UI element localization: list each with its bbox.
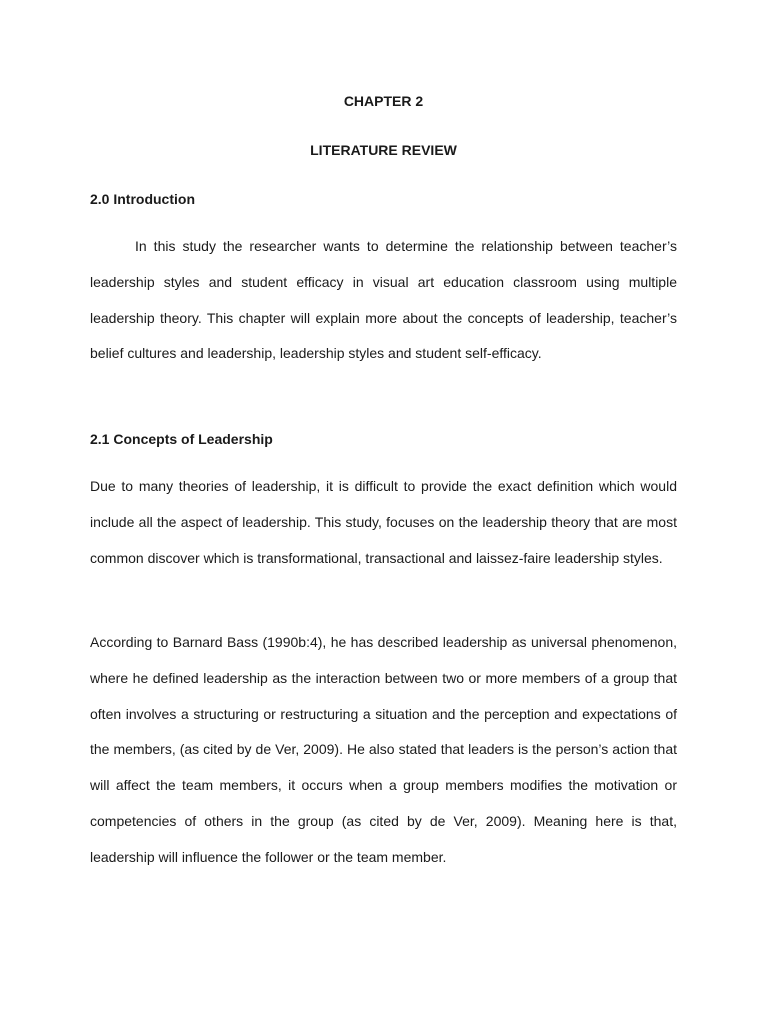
section-heading-concepts-of-leadership: 2.1 Concepts of Leadership <box>90 431 273 447</box>
chapter-title: LITERATURE REVIEW <box>310 142 457 158</box>
document-page <box>90 0 677 1024</box>
chapter-label: CHAPTER 2 <box>343 93 424 109</box>
paragraph-introduction: In this study the researcher wants to determine the relationship between teacher’s leadership styles and student efficacy in visual art education classroom using multiple leadership theory. This chapter will explain more about the concepts of leadership, teacher’s belief cultures and leadership, leadership styles and student self-efficacy. <box>90 238 677 362</box>
paragraph-bass-definition: According to Barnard Bass (1990b:4), he has described leadership as universal phenomenon, where he defined leadership as the interaction between two or more members of a group that often involves a structuring or restructuring a situation and the perception and expectations of the members, (as cited by de Ver, 2009). He also stated that leaders is the person’s action that will affect the team members, it occurs when a group members modifies the motivation or competencies of others in the group (as cited by de Ver, 2009). Meaning here is that, leadership will influence the follower or the team member. <box>90 634 677 865</box>
section-heading-introduction: 2.0 Introduction <box>90 191 195 207</box>
paragraph-leadership-theories: Due to many theories of leadership, it is difficult to provide the exact definition which would include all the aspect of leadership. This study, focuses on the leadership theory that are most common discover which is transformational, transactional and laissez-faire leadership styles. <box>90 478 677 566</box>
